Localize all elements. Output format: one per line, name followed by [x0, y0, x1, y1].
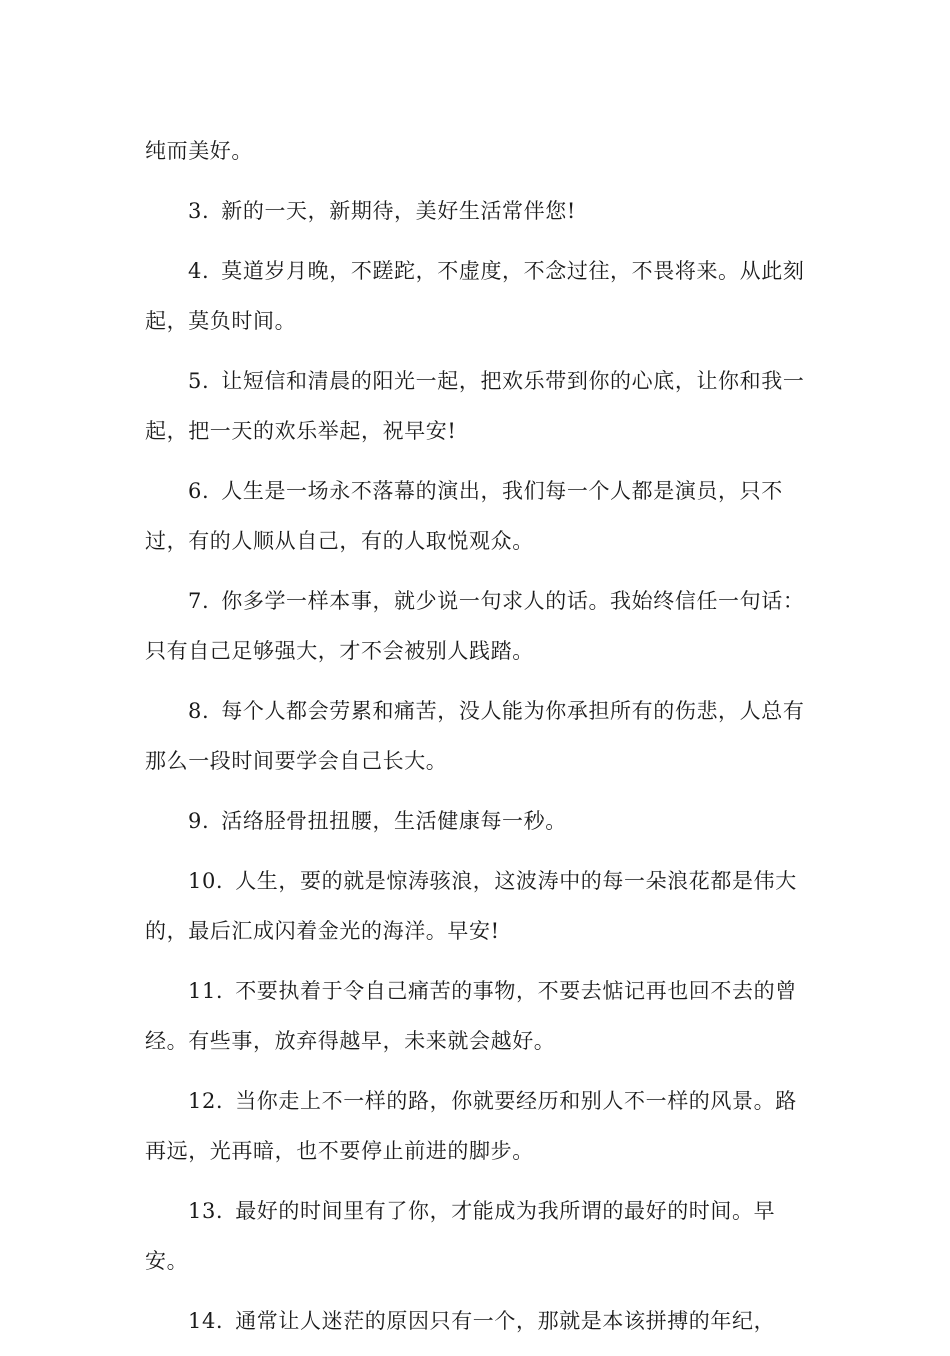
list-item	[145, 1076, 809, 1176]
list-item	[145, 796, 809, 846]
item-text: 通常让人迷茫的原因只有一个，那就是本该拼搏的年纪，	[235, 1309, 776, 1333]
item-number: 7.	[188, 589, 210, 613]
item-number: 4.	[188, 259, 210, 283]
item-number: 13.	[188, 1199, 224, 1223]
item-text: 活络胫骨扭扭腰，生活健康每一秒。	[221, 809, 567, 833]
item-text: 最好的时间里有了你，才能成为我所谓的最好的时间。早安。	[145, 1199, 776, 1273]
item-text: 人生是一场永不落幕的演出，我们每一个人都是演员，只不过，有的人顺从自己，有的人取悦观众。	[145, 479, 783, 553]
item-text: 每个人都会劳累和痛苦，没人能为你承担所有的伤悲，人总有那么一段时间要学会自己长大。	[145, 699, 805, 773]
item-number: 12.	[188, 1089, 224, 1113]
item-number: 3.	[188, 199, 210, 223]
item-number: 6.	[188, 479, 210, 503]
item-text: 你多学一样本事，就少说一句求人的话。我始终信任一句话：只有自己足够强大，才不会被别人践踏。	[145, 589, 805, 663]
item-text: 人生，要的就是惊涛骇浪，这波涛中的每一朵浪花都是伟大的，最后汇成闪着金光的海洋。早安!	[145, 869, 797, 943]
item-number: 8.	[188, 699, 210, 723]
list-item	[145, 246, 809, 346]
list-item	[145, 1296, 809, 1346]
document-body	[145, 126, 809, 1356]
item-text: 莫道岁月晚，不蹉跎，不虚度，不念过往，不畏将来。从此刻起，莫负时间。	[145, 259, 805, 333]
item-number: 5.	[188, 369, 210, 393]
list-item	[145, 686, 809, 786]
intro-fragment: 纯而美好。	[145, 139, 253, 163]
item-text: 让短信和清晨的阳光一起，把欢乐带到你的心底，让你和我一起，把一天的欢乐举起，祝早安!	[145, 369, 805, 443]
item-text: 当你走上不一样的路，你就要经历和别人不一样的风景。路再远，光再暗，也不要停止前进的脚步。	[145, 1089, 797, 1163]
list-item	[145, 1186, 809, 1286]
list-item	[145, 576, 809, 676]
item-number: 11.	[188, 979, 224, 1003]
list-item	[145, 356, 809, 456]
list-item	[145, 856, 809, 956]
item-number: 10.	[188, 869, 224, 893]
item-text: 新的一天，新期待，美好生活常伴您!	[221, 199, 576, 223]
item-text: 不要执着于令自己痛苦的事物，不要去惦记再也回不去的曾经。有些事，放弃得越早，未来就会越好。	[145, 979, 797, 1053]
item-number: 14.	[188, 1309, 224, 1333]
list-item	[145, 466, 809, 566]
list-item	[145, 966, 809, 1066]
item-number: 9.	[188, 809, 210, 833]
list-item	[145, 186, 809, 236]
